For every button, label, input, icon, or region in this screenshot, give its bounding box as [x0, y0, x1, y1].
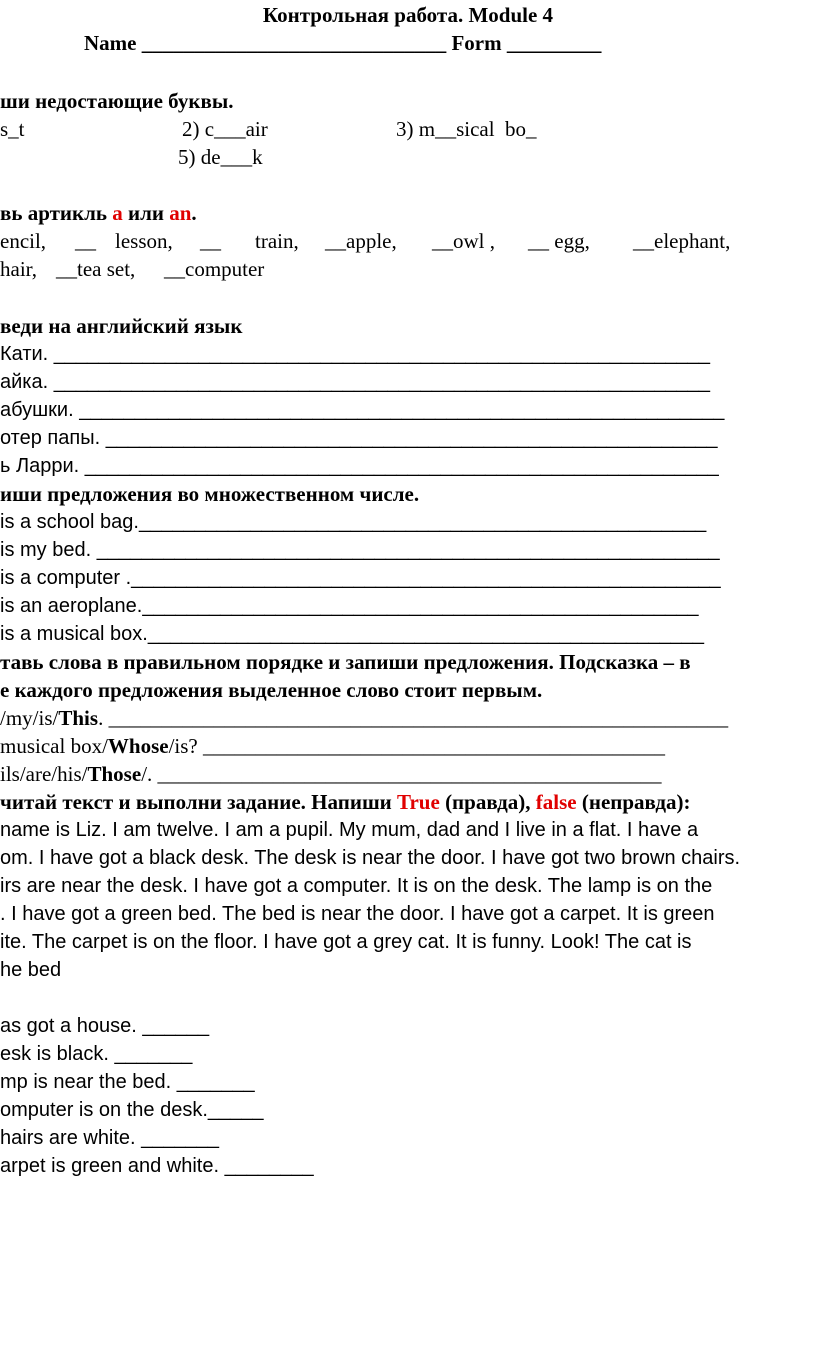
- reading-text-line: ite. The carpet is on the floor. I have got a grey cat. It is funny. Look! The cat is: [0, 931, 692, 953]
- task2-word: encil,: [0, 229, 47, 253]
- task4-item: is a computer ._____________________________________________________: [0, 567, 721, 589]
- task2-word: __computer: [164, 257, 265, 281]
- reading-text-line: om. I have got a black desk. The desk is near the door. I have got two brown chairs.: [0, 847, 741, 869]
- statement: as got a house. ______: [0, 1015, 210, 1037]
- name-field[interactable]: _____________________________: [141, 31, 447, 55]
- task4-item: is an aeroplane.__________________________________________________: [0, 595, 699, 617]
- statement: hairs are white. _______: [0, 1127, 220, 1149]
- task5-item: [0, 761, 662, 787]
- task5-item: [0, 733, 665, 759]
- form-field[interactable]: _________: [506, 31, 602, 55]
- statement: mp is near the bed. _______: [0, 1071, 255, 1093]
- task5-answer-line: . ___________________________________________________________: [98, 706, 729, 730]
- reading-text-line: . I have got a green bed. The bed is near the door. I have got a carpet. It is green: [0, 903, 715, 925]
- statement: arpet is green and white. ________: [0, 1155, 314, 1177]
- task3-item: Кати. ___________________________________________________________: [0, 343, 711, 365]
- task5-answer-line: /is? ____________________________________________: [168, 734, 666, 758]
- task4-item: is a musical box.__________________________________________________: [0, 623, 704, 645]
- statement: esk is black. _______: [0, 1043, 193, 1065]
- task6-heading-text: читай текст и выполни задание. Напиши: [0, 790, 392, 814]
- task2-word: __apple,: [325, 229, 397, 253]
- reading-text-line: he bed: [0, 959, 62, 981]
- task2-word: __owl ,: [432, 229, 495, 253]
- task1-item-2: 2) c___air: [182, 117, 268, 141]
- task5-item: [0, 705, 728, 731]
- false-word: false: [535, 790, 577, 814]
- task5-first-word: Whose: [107, 734, 169, 758]
- name-label: Name: [84, 31, 137, 55]
- task6-heading-end: (неправда):: [581, 790, 691, 814]
- task2-heading-or: или: [128, 201, 164, 225]
- task2-word: train,: [255, 229, 299, 253]
- task6-heading-mid: (правда),: [445, 790, 531, 814]
- task5-words: ils/are/his/: [0, 762, 88, 786]
- article-an: an: [169, 201, 192, 225]
- task5-first-word: Those: [87, 762, 142, 786]
- name-form-line: [84, 30, 601, 56]
- task2-word: hair,: [0, 257, 38, 281]
- task5-words: /my/is/: [0, 706, 59, 730]
- task5-words: musical box/: [0, 734, 108, 758]
- task2-heading: [0, 200, 197, 226]
- true-word: True: [397, 790, 440, 814]
- task2-heading-text: вь артикль: [0, 201, 107, 225]
- task5-first-word: This: [58, 706, 99, 730]
- task1-item-3: 3) m__sical bo_: [396, 117, 537, 141]
- reading-text-line: irs are near the desk. I have got a computer. It is on the desk. The lamp is on the: [0, 875, 713, 897]
- task4-heading: иши предложения во множественном числе.: [0, 482, 420, 506]
- statement: omputer is on the desk._____: [0, 1099, 264, 1121]
- task2-word: lesson,: [115, 229, 173, 253]
- task2-heading-end: .: [191, 201, 197, 225]
- task3-heading: веди на английский язык: [0, 314, 243, 338]
- article-a: a: [112, 201, 123, 225]
- form-label: Form: [451, 31, 502, 55]
- task3-item: абушки. __________________________________________________________: [0, 399, 725, 421]
- task6-heading: [0, 789, 690, 815]
- task5-heading: тавь слова в правильном порядке и запиши предложения. Подсказка – в: [0, 650, 691, 674]
- task3-item: отер папы. _______________________________________________________: [0, 427, 718, 449]
- task4-item: is a school bag.___________________________________________________: [0, 511, 707, 533]
- task1-item-5: 5) de___k: [178, 145, 263, 169]
- task4-item: is my bed. ________________________________________________________: [0, 539, 720, 561]
- task2-word: __ egg,: [528, 229, 590, 253]
- task2-word: __tea set,: [56, 257, 136, 281]
- page-title: Контрольная работа. Module 4: [262, 3, 554, 27]
- task3-item: ь Ларри. _________________________________________________________: [0, 455, 719, 477]
- task5-answer-line: /. ________________________________________________: [141, 762, 662, 786]
- task5-heading-cont: е каждого предложения выделенное слово стоит первым.: [0, 678, 543, 702]
- task2-blank: __: [200, 229, 221, 253]
- task1-heading: ши недостающие буквы.: [0, 89, 234, 113]
- task1-item-1: s_t: [0, 117, 25, 141]
- task2-blank: __: [75, 229, 96, 253]
- reading-text-line: name is Liz. I am twelve. I am a pupil. My mum, dad and I live in a flat. I have a: [0, 819, 699, 841]
- task2-word: __elephant,: [633, 229, 731, 253]
- task3-item: айка. ___________________________________________________________: [0, 371, 710, 393]
